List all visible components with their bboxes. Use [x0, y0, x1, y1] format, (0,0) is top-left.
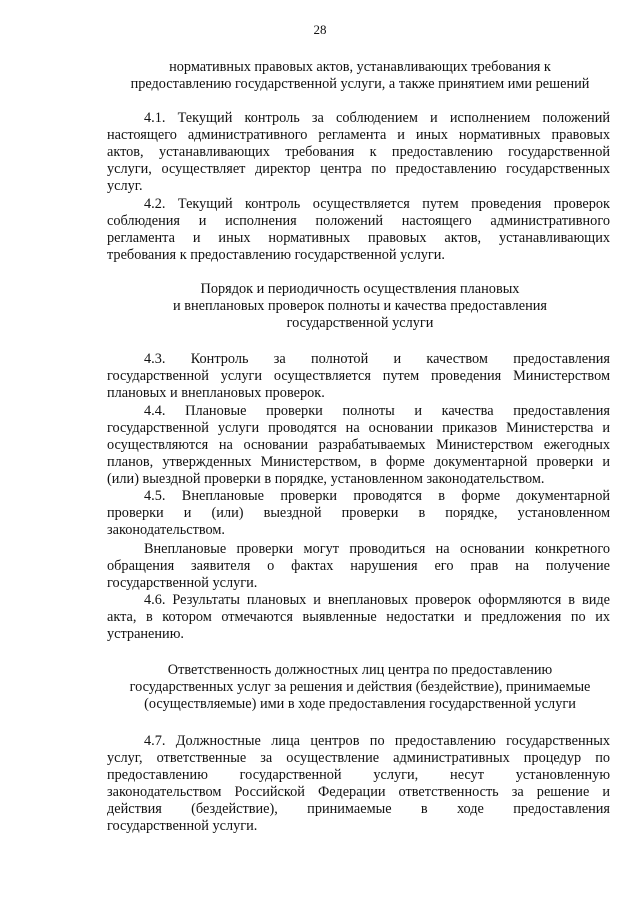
paragraph-4-5b-line: Внеплановые проверки могут проводиться на основании конкретного — [144, 541, 610, 557]
paragraph-4-1-line: услуги, осуществляет директор центра по предоставлению государственных — [107, 161, 610, 177]
section-heading-line: государственных услуг за решения и действия (бездействие), принимаемые — [129, 679, 591, 695]
paragraph-4-1-line: 4.1. Текущий контроль за соблюдением и исполнением положений — [144, 110, 610, 126]
paragraph-4-5-line: 4.5. Внеплановые проверки проводятся в форме документарной — [144, 488, 610, 504]
paragraph-4-2-line: требования к предоставлению государственной услуги. — [107, 247, 446, 263]
paragraph-4-1-line: актов, устанавливающих требования к предоставлению государственной — [107, 144, 610, 160]
paragraph-4-7-line: услуг, ответственные за осуществление административных процедур по — [107, 750, 610, 766]
paragraph-4-1-line: настоящего административного регламента и иных нормативных правовых — [107, 127, 610, 143]
paragraph-4-2-line: регламента и иных нормативных правовых актов, устанавливающих — [107, 230, 610, 246]
paragraph-4-3-line: плановых и внеплановых проверок. — [107, 385, 325, 401]
paragraph-4-5-line: законодательством. — [107, 522, 225, 538]
paragraph-4-1-line: услуг. — [107, 178, 143, 194]
section-heading-line: и внеплановых проверок полноты и качества предоставления — [172, 298, 547, 314]
section-heading-line: Порядок и периодичность осуществления плановых — [200, 281, 520, 297]
paragraph-4-5b-line: государственной услуги. — [107, 575, 258, 591]
paragraph-4-6-line: устранению. — [107, 626, 184, 642]
paragraph-4-7-line: 4.7. Должностные лица центров по предоставлению государственных — [144, 733, 610, 749]
paragraph-4-2-line: соблюдения и исполнения положений настоящего административного — [107, 213, 610, 229]
paragraph-4-7-line: действия (бездействие), принимаемые в ходе предоставления — [107, 801, 610, 817]
paragraph-4-4-line: планов, утвержденных Министерством, в форме документарной проверки и — [107, 454, 610, 470]
paragraph-4-7-line: государственной услуги. — [107, 818, 258, 834]
paragraph-4-4-line: государственной услуги проводятся на основании приказов Министерства и — [107, 420, 610, 436]
paragraph-4-7-line: законодательством Российской Федерации ответственность за решение и — [107, 784, 610, 800]
paragraph-4-4-line: 4.4. Плановые проверки полноты и качества предоставления — [144, 403, 610, 419]
page-number: 28 — [313, 22, 327, 37]
paragraph-4-6-line: 4.6. Результаты плановых и внеплановых проверок оформляются в виде — [144, 592, 610, 608]
paragraph-4-5b-line: обращения заявителя о фактах нарушения его прав на получение — [107, 558, 610, 574]
paragraph-4-7-line: предоставлению государственной услуги, несут установленную — [107, 767, 610, 783]
section-heading-line: государственной услуги — [286, 315, 434, 331]
section-heading-line: Ответственность должностных лиц центра по предоставлению — [167, 662, 553, 678]
continuation-line: нормативных правовых актов, устанавливающих требования к — [169, 59, 551, 75]
paragraph-4-6-line: акта, в котором отмечаются выявленные недостатки и предложения по их — [107, 609, 610, 625]
paragraph-4-3-line: 4.3. Контроль за полнотой и качеством предоставления — [144, 351, 610, 367]
paragraph-4-5-line: проверки и (или) выездной проверки в порядке, установленном — [107, 505, 610, 521]
paragraph-4-4-line: (или) выездной проверки в порядке, установленном законодательством. — [107, 471, 545, 487]
continuation-line: предоставлению государственной услуги, а также принятием ими решений — [130, 76, 590, 92]
section-heading-line: (осуществляемые) ими в ходе предоставления государственной услуги — [144, 696, 576, 712]
paragraph-4-4-line: осуществляются на основании разрабатываемых Министерством ежегодных — [107, 437, 610, 453]
paragraph-4-3-line: государственной услуги осуществляется путем проведения Министерством — [107, 368, 610, 384]
paragraph-4-2-line: 4.2. Текущий контроль осуществляется путем проведения проверок — [144, 196, 610, 212]
